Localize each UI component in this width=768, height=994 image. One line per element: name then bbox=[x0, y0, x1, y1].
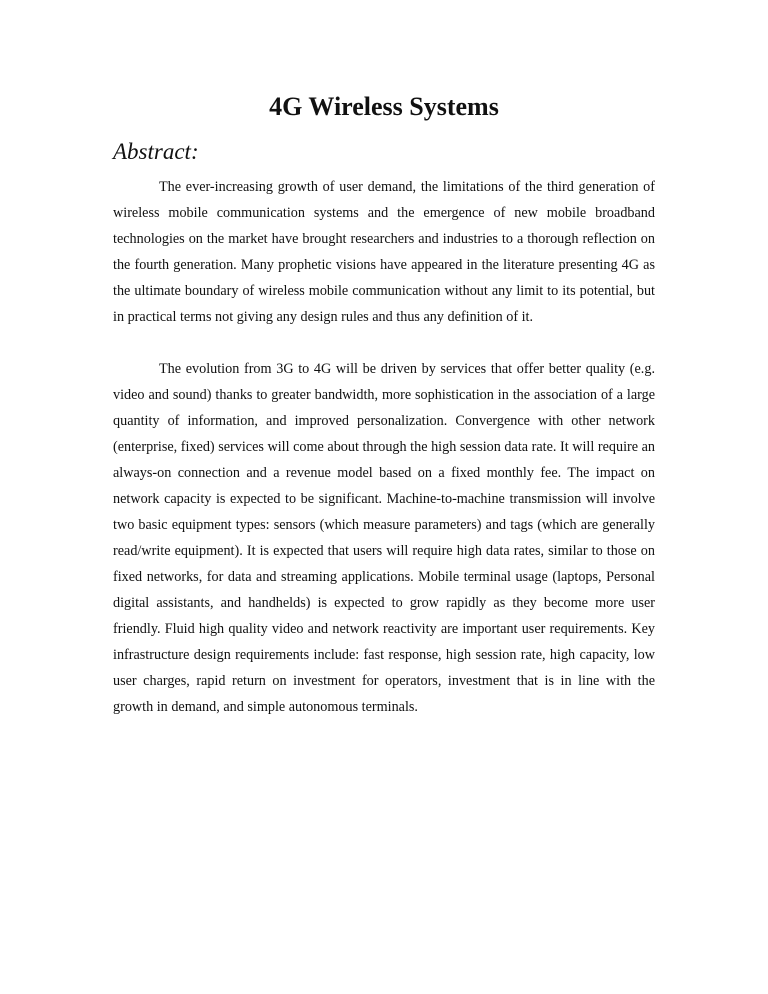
abstract-paragraph-2: The evolution from 3G to 4G will be driven by services that offer better quality (e.g. video and sound) thanks to greater bandwidth, more sophistication in the association of a large quantity of information, and improved personalization. Convergence with other network (enterprise, fixed) services will come about through the high session data rate. It will require an always-on connection and a revenue model based on a fixed monthly fee. The impact on network capacity is expected to be significant. Machine-to-machine transmission will involve two basic equipment types: sensors (which measure parameters) and tags (which are generally read/write equipment). It is expected that users will require high data rates, similar to those on fixed networks, for data and streaming applications. Mobile terminal usage (laptops, Personal digital assistants, and handhelds) is expected to grow rapidly as they become more user friendly. Fluid high quality video and network reactivity are important user requirements. Key infrastructure design requirements include: fast response, high session rate, high capacity, low user charges, rapid return on investment for operators, investment that is in line with the growth in demand, and simple autonomous terminals. bbox=[113, 361, 655, 715]
abstract-body bbox=[113, 174, 655, 720]
abstract-paragraph-1: The ever-increasing growth of user demand, the limitations of the third generation of wireless mobile communication systems and the emergence of new mobile broadband technologies on the market have brought researchers and industries to a thorough reflection on the fourth generation. Many prophetic visions have appeared in the literature presenting 4G as the ultimate boundary of wireless mobile communication without any limit to its potential, but in practical terms not giving any design rules and thus any definition of it. bbox=[113, 179, 655, 325]
document-title: 4G Wireless Systems bbox=[269, 92, 499, 121]
abstract-heading: Abstract: bbox=[113, 139, 199, 164]
